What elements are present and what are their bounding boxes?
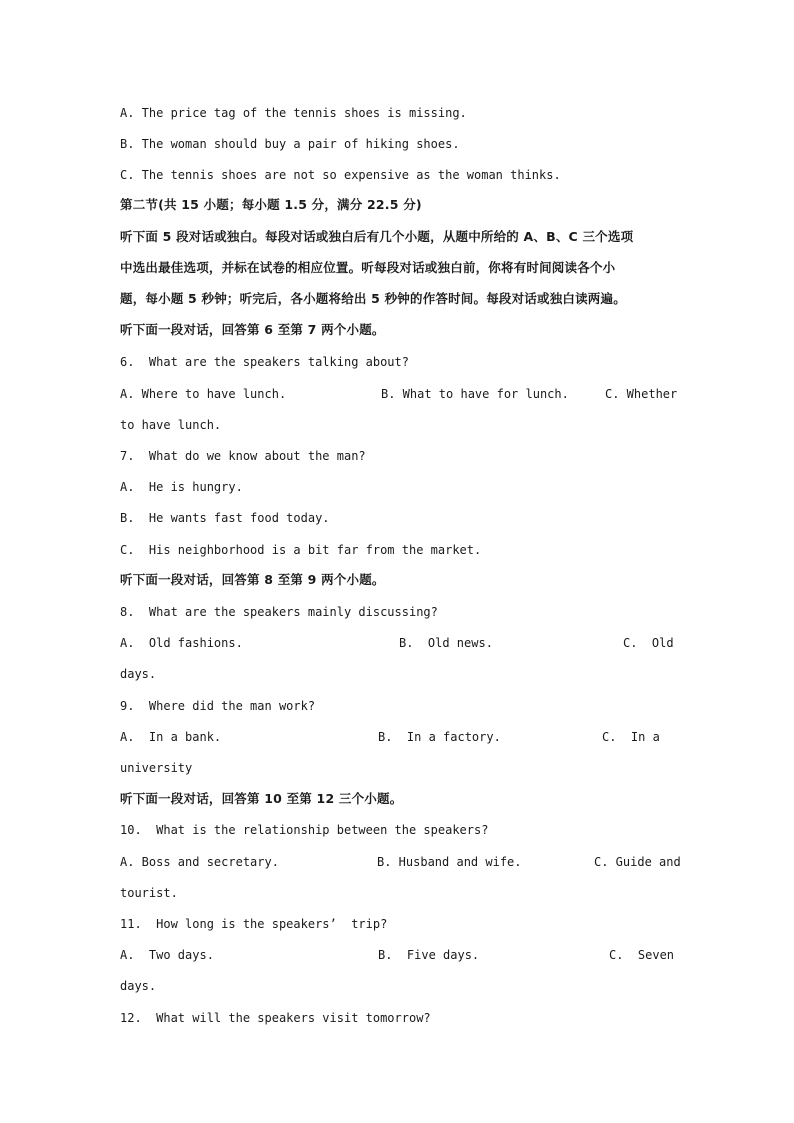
- q7-question: 7. What do we know about the man?: [120, 449, 366, 463]
- q7-option-c: C. His neighborhood is a bit far from the market.: [120, 543, 482, 557]
- q6-question: 6. What are the speakers talking about?: [120, 355, 409, 369]
- q10-option-c-continued: tourist.: [120, 886, 178, 900]
- instructions-line-1: 听下面 5 段对话或独白。每段对话或独白后有几个小题，从题中所给的 A、B、C 三个选项: [120, 229, 634, 244]
- q5-option-b: B. The woman should buy a pair of hiking shoes.: [120, 137, 460, 151]
- q9-option-a: A. In a bank.: [120, 730, 222, 744]
- q11-option-a: A. Two days.: [120, 948, 214, 962]
- q6-option-a: A. Where to have lunch.: [120, 387, 287, 401]
- q8-option-c-continued: days.: [120, 667, 157, 681]
- q9-option-c: C. In a: [602, 730, 660, 744]
- group2-header: 听下面一段对话，回答第 8 至第 9 两个小题。: [120, 572, 385, 587]
- q6-option-c: C. Whether: [605, 387, 678, 401]
- q11-option-c-continued: days.: [120, 979, 157, 993]
- q8-option-c: C. Old: [623, 636, 674, 650]
- instructions-line-3: 题，每小题 5 秒钟；听完后，各小题将给出 5 秒钟的作答时间。每段对话或独白读两遍。: [120, 291, 626, 306]
- q9-option-c-continued: university: [120, 761, 193, 775]
- q10-option-c: C. Guide and: [594, 855, 681, 869]
- q7-option-b: B. He wants fast food today.: [120, 511, 330, 525]
- instructions-line-2: 中选出最佳选项，并标在试卷的相应位置。听每段对话或独白前，你将有时间阅读各个小: [120, 260, 616, 275]
- q6-option-c-continued: to have lunch.: [120, 418, 222, 432]
- q9-question: 9. Where did the man work?: [120, 699, 316, 713]
- q6-option-b: B. What to have for lunch.: [381, 387, 569, 401]
- q11-question: 11. How long is the speakers’ trip?: [120, 917, 388, 931]
- q10-option-b: B. Husband and wife.: [377, 855, 522, 869]
- q7-option-a: A. He is hungry.: [120, 480, 243, 494]
- q5-option-a: A. The price tag of the tennis shoes is missing.: [120, 106, 467, 120]
- q10-question: 10. What is the relationship between the speakers?: [120, 823, 489, 837]
- group3-header: 听下面一段对话，回答第 10 至第 12 三个小题。: [120, 791, 403, 806]
- section-title: 第二节(共 15 小题；每小题 1.5 分，满分 22.5 分): [120, 197, 422, 212]
- q10-option-a: A. Boss and secretary.: [120, 855, 279, 869]
- q5-option-c: C. The tennis shoes are not so expensive as the woman thinks.: [120, 168, 561, 182]
- q11-option-c: C. Seven: [609, 948, 675, 962]
- q11-option-b: B. Five days.: [378, 948, 480, 962]
- q8-option-b: B. Old news.: [399, 636, 493, 650]
- q8-question: 8. What are the speakers mainly discussing?: [120, 605, 438, 619]
- q12-question: 12. What will the speakers visit tomorrow?: [120, 1011, 431, 1025]
- group1-header: 听下面一段对话，回答第 6 至第 7 两个小题。: [120, 322, 385, 337]
- q8-option-a: A. Old fashions.: [120, 636, 243, 650]
- q9-option-b: B. In a factory.: [378, 730, 501, 744]
